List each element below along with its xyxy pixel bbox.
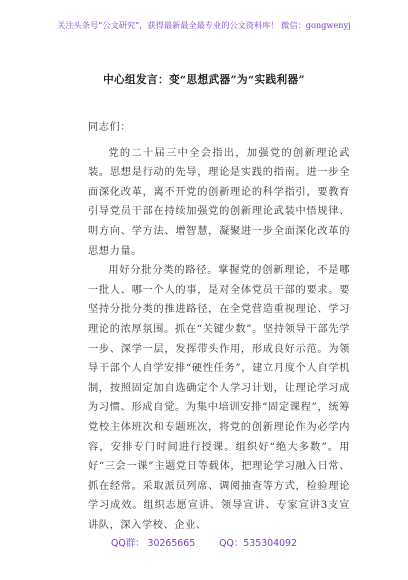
footer-contact (0, 535, 408, 549)
paragraph-2: 用好分批分类的路径。掌握党的创新理论，不是哪一批人、哪一个人的事，是对全体党员干部的要求。要坚持分批分类的推进路径，在全党营造重视理论、学习理论的浓厚氛围。抓在“关键少数”。坚持领导干部先学一步、深学一层，发挥带头作用，形成良好示范。为领导干部个人自学安排“硬性任务”，建立月度个人自学机制，按照固定加自选确定个人学习计划，让理论学习成为习惯、形成自觉。为集中培训安排“固定课程”，统筹党校主体班次和专题班次，将党的创新理论作为必学内容，安排专门时间进行授课。组织好“绝大多数”。用好“三会一课”主题党日等载体，把理论学习融入日常、抓在经常。采取派员列席、调阅抽查等方式，检验理论学习成效。组织志愿宣讲、领导宣讲、专家宣讲3支宣讲队，深入学校、企业、 (88, 265, 350, 531)
paragraph-1: 党的二十届三中全会指出，加强党的创新理论武装。思想是行动的先导，理论是实践的指南。进一步全面深化改革，离不开党的创新理论的科学指引，要教育引导党员干部在持续加强党的创新理论武装中悟规律、明方向、学方法、增智慧，凝聚进一步全面深化改革的思想力量。 (88, 147, 350, 257)
header-banner: 关注头条号“公文研究”，获得最新最全最专业的公文资料库！ 微信：gongwenyj (57, 20, 351, 30)
document-body (88, 118, 350, 535)
qq-group-number: QQ群： 30265665 (110, 538, 196, 549)
qq-number: QQ：535304092 (219, 538, 297, 549)
document-title: 中心组发言：变“思想武器”为“实践利器” (103, 74, 305, 86)
salutation: 同志们： (88, 122, 132, 133)
